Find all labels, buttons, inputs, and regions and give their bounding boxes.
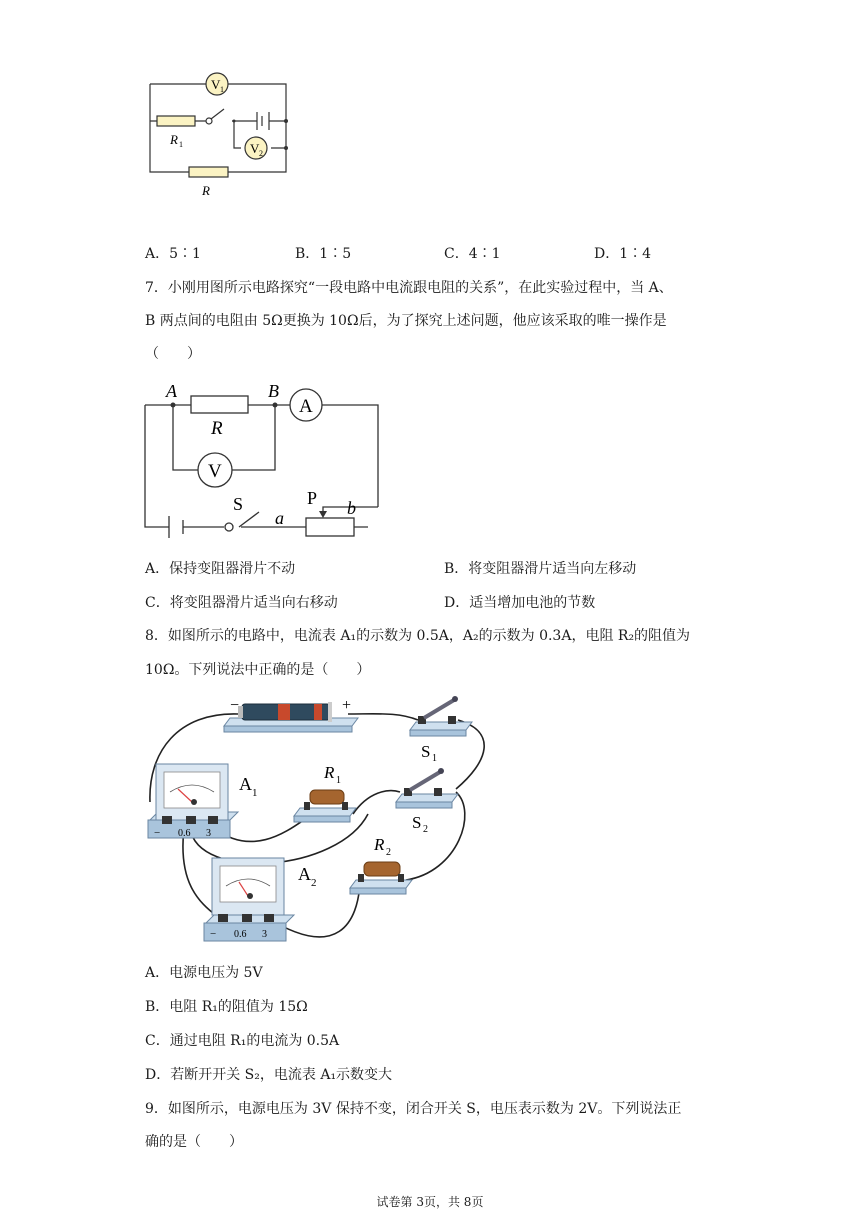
svg-text:2: 2	[311, 877, 317, 889]
svg-text:0.6: 0.6	[234, 929, 247, 940]
battery-symbol	[257, 112, 269, 130]
switch-s2	[396, 768, 458, 808]
svg-text:3: 3	[206, 828, 211, 839]
q9-text-line2: 确的是（ ）	[145, 1134, 243, 1150]
svg-text:−: −	[210, 928, 217, 940]
q7-text-line1: 7．小刚用图所示电路探究“一段电路中电流跟电阻的关系”，在此实验过程中，当 A、	[145, 280, 673, 296]
q6-circuit-diagram	[140, 62, 300, 202]
svg-text:R: R	[374, 835, 385, 854]
q7-option-c[interactable]: C．将变阻器滑片适当向右移动	[145, 595, 338, 611]
svg-text:R: R	[211, 418, 223, 439]
svg-text:V: V	[208, 461, 222, 482]
svg-text:+: +	[342, 697, 352, 714]
q8-text-line2: 10Ω。下列说法中正确的是（ ）	[145, 662, 371, 678]
q8-option-a[interactable]: A．电源电压为 5V	[145, 965, 263, 981]
q7-option-d[interactable]: D．适当增加电池的节数	[444, 595, 596, 611]
svg-text:−: −	[154, 827, 161, 839]
svg-text:−: −	[230, 697, 240, 714]
resistor-r2	[350, 862, 412, 894]
svg-text:b: b	[347, 498, 356, 518]
svg-text:A: A	[298, 864, 311, 884]
svg-text:2: 2	[423, 824, 428, 835]
q8-text-line1: 8．如图所示的电路中，电流表 A₁的示数为 0.5A，A₂的示数为 0.3A，电阻 R₂的阻值为	[145, 628, 691, 644]
q7-resistor-r	[191, 396, 248, 413]
r-resistor	[189, 167, 228, 177]
page-footer: 试卷第 3页，共 8页	[376, 1195, 484, 1209]
svg-text:a: a	[275, 508, 284, 528]
r1-resistor	[157, 116, 195, 126]
q7-option-a[interactable]: A．保持变阻器滑片不动	[145, 561, 296, 577]
svg-text:R: R	[170, 132, 178, 147]
ammeter-a1	[148, 764, 238, 838]
q8-physical-circuit-illustration	[138, 692, 498, 947]
q8-option-c[interactable]: C．通过电阻 R₁的电流为 0.5A	[145, 1033, 340, 1049]
q7-battery	[169, 516, 183, 538]
svg-text:0.6: 0.6	[178, 828, 191, 839]
q7-text-line3: （ ）	[145, 346, 201, 362]
q7-text-line2: B 两点间的电阻由 5Ω更换为 10Ω后，为了探究上述问题，他应该采取的唯一操作是	[145, 313, 667, 329]
svg-text:R: R	[202, 183, 210, 198]
svg-text:3: 3	[262, 929, 267, 940]
q7-option-b[interactable]: B．将变阻器滑片适当向左移动	[444, 561, 637, 577]
svg-text:1: 1	[252, 787, 258, 799]
svg-text:1: 1	[432, 753, 437, 764]
q8-option-d[interactable]: D．若断开开关 S₂，电流表 A₁示数变大	[145, 1067, 393, 1083]
q9-text-line1: 9．如图所示，电源电压为 3V 保持不变，闭合开关 S，电压表示数为 2V。下列说法正	[145, 1101, 682, 1117]
svg-text:B: B	[268, 381, 279, 401]
svg-text:2: 2	[386, 847, 391, 858]
svg-text:1: 1	[336, 775, 341, 786]
svg-text:S: S	[421, 742, 431, 761]
svg-text:R: R	[324, 763, 335, 782]
svg-text:1: 1	[220, 85, 224, 94]
q8-option-b[interactable]: B．电阻 R₁的阻值为 15Ω	[145, 999, 308, 1015]
q7-slider-arrow	[319, 511, 327, 518]
svg-text:P: P	[307, 488, 318, 508]
switch-contact	[206, 118, 212, 124]
q6-option-b[interactable]: B．1∶5	[295, 246, 352, 262]
q7-circuit-diagram	[138, 372, 388, 542]
svg-text:V: V	[250, 141, 260, 156]
svg-text:A: A	[239, 774, 252, 794]
battery-holder	[224, 702, 358, 732]
svg-text:1: 1	[179, 140, 183, 149]
svg-text:A: A	[166, 381, 177, 401]
svg-text:A: A	[299, 396, 313, 417]
svg-text:S: S	[233, 494, 244, 514]
svg-text:V: V	[211, 77, 221, 92]
resistor-r1	[294, 790, 356, 822]
switch-s1	[410, 696, 472, 736]
svg-text:2: 2	[259, 149, 263, 158]
ammeter-a2	[204, 858, 294, 941]
q6-option-a[interactable]: A．5∶1	[145, 246, 201, 262]
svg-text:S: S	[412, 813, 422, 832]
q6-option-d[interactable]: D．1∶4	[594, 246, 652, 262]
q6-option-c[interactable]: C．4∶1	[444, 246, 501, 262]
q7-rheostat	[306, 518, 354, 536]
